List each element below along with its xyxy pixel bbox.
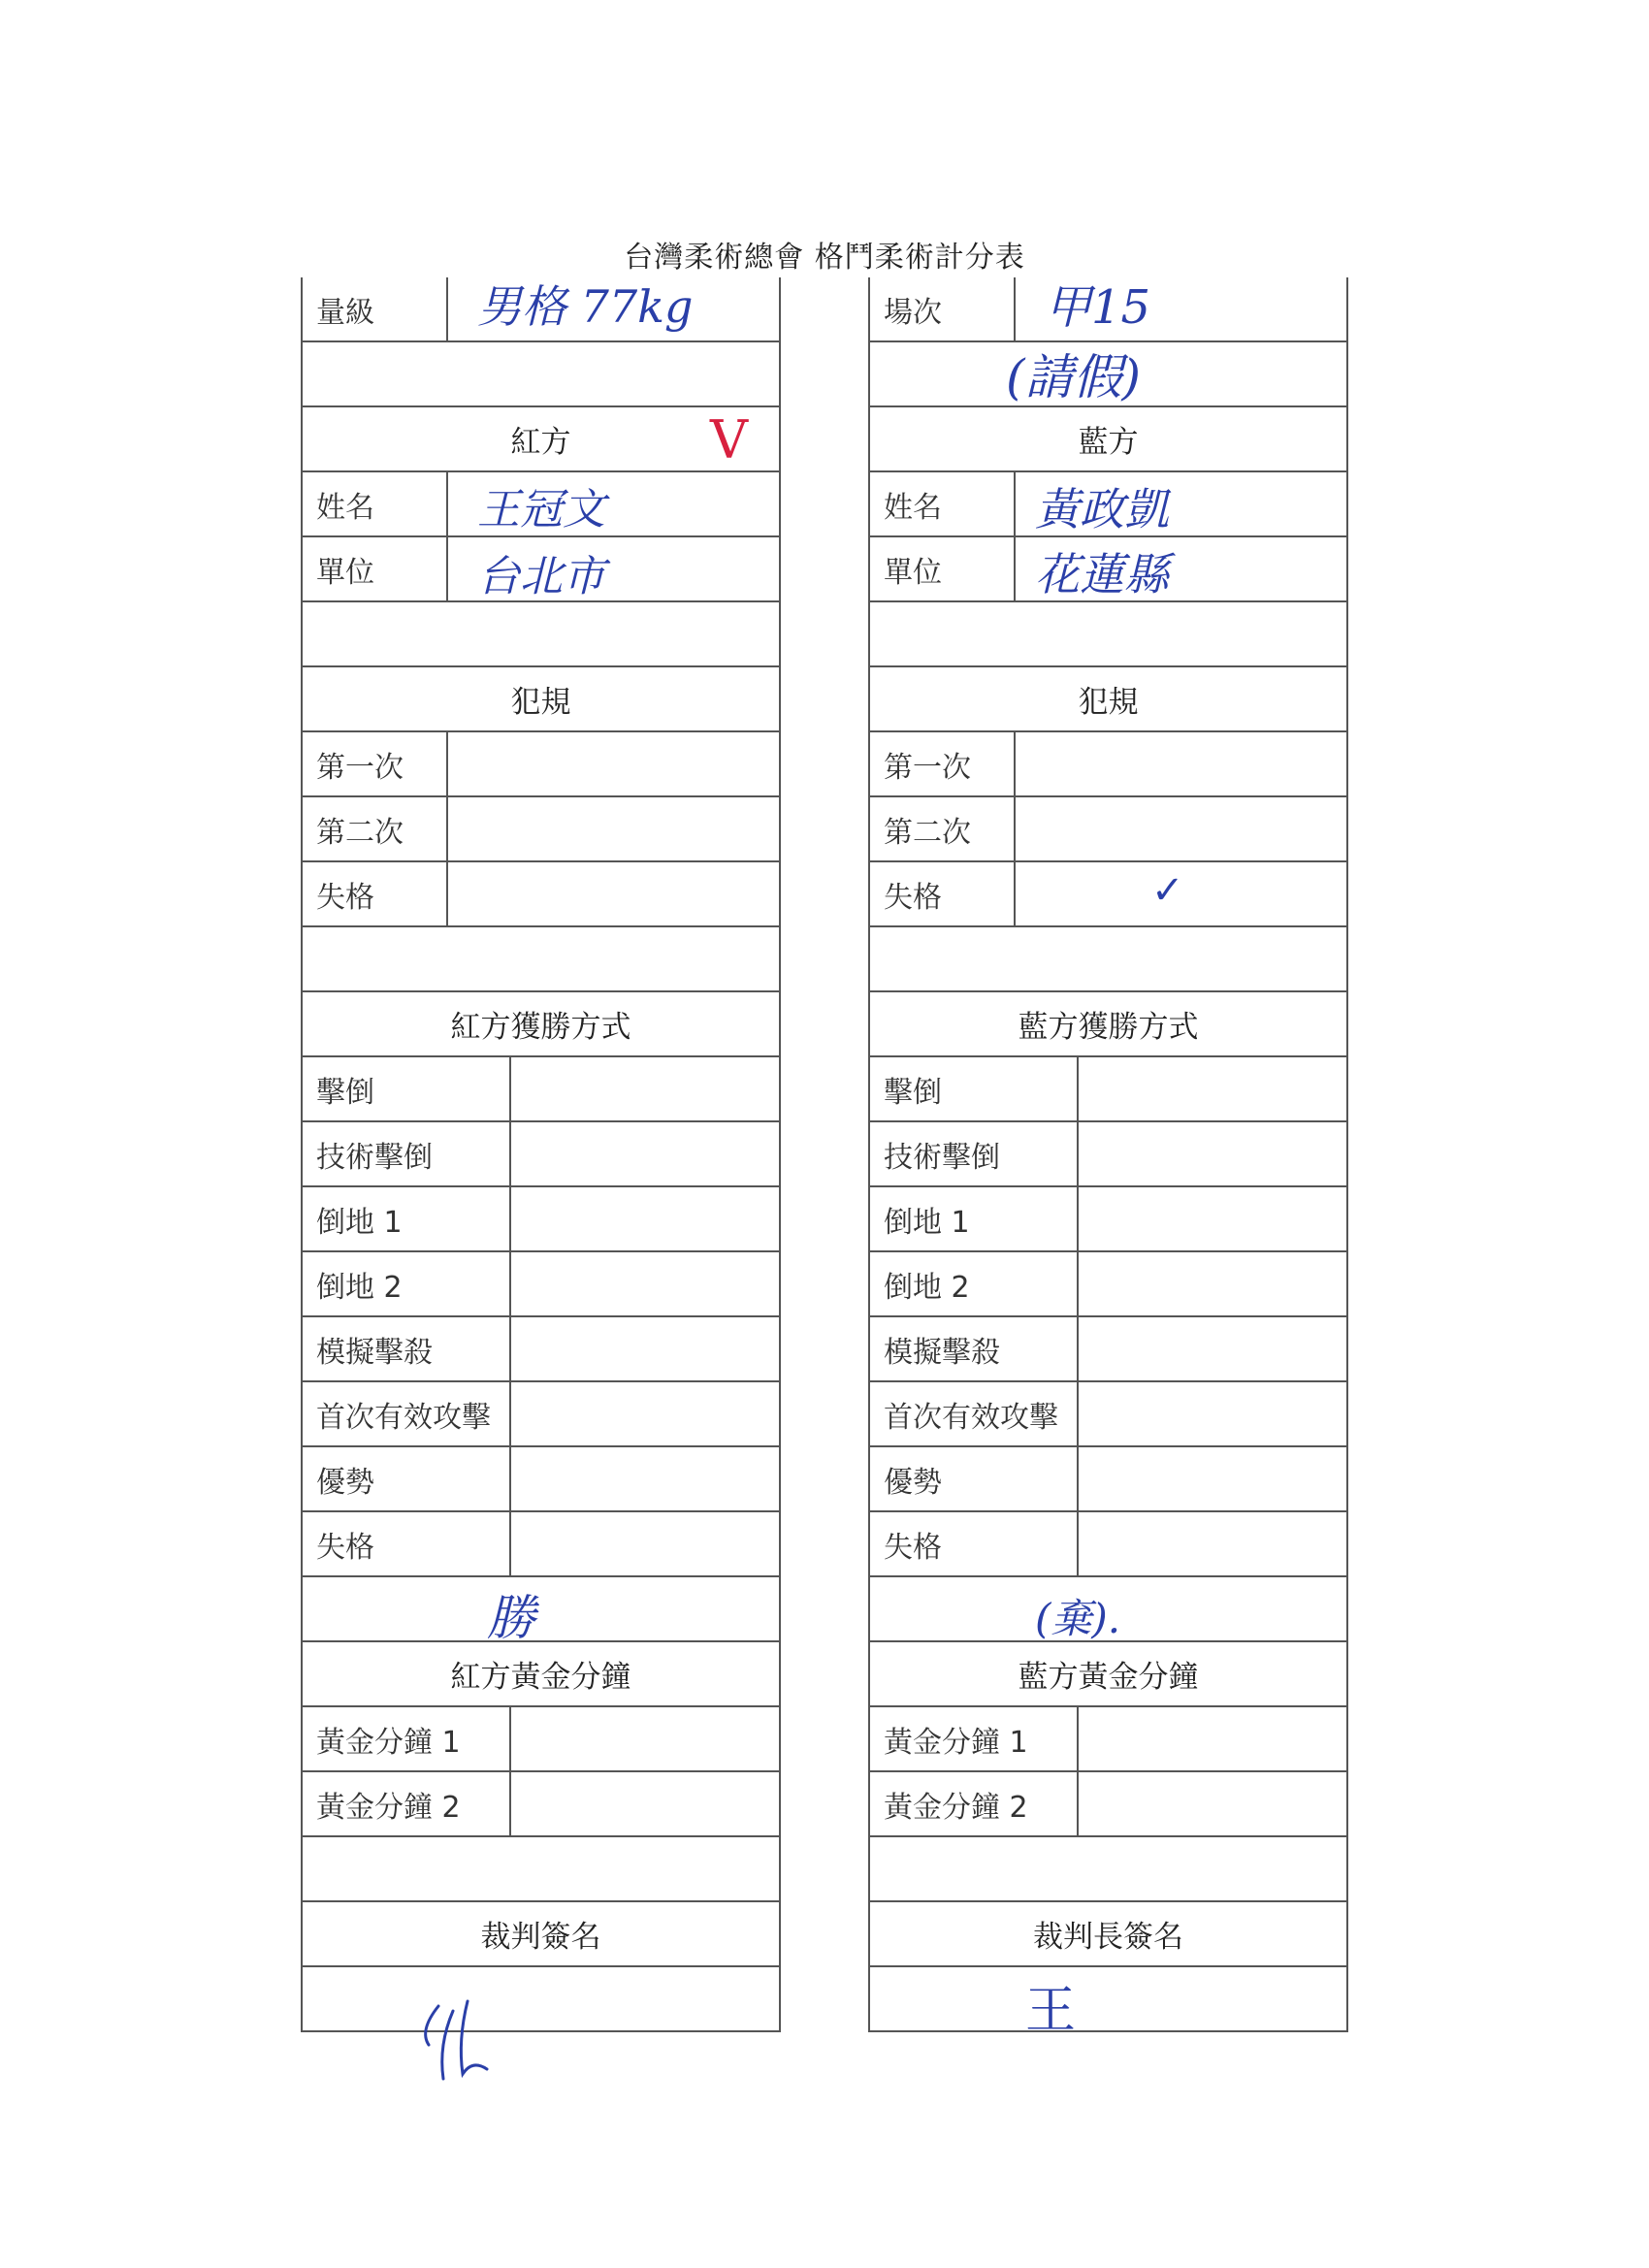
blue-unit-value: 花蓮縣 (1035, 548, 1169, 600)
red-result-note: 勝 (487, 1590, 535, 1646)
blue-golden-row (870, 1772, 1346, 1837)
blue-win-label: 擊倒 (870, 1057, 1079, 1120)
check-mark-icon: ✓ (1151, 868, 1184, 913)
blue-name-cell[interactable] (1016, 472, 1346, 535)
red-side-header (303, 407, 779, 472)
red-win-label: 倒地 1 (303, 1187, 511, 1250)
blue-unit-row (870, 537, 1346, 602)
blue-blank-row-2 (870, 602, 1346, 667)
blue-win-header: 藍方獲勝方式 (870, 992, 1346, 1057)
red-golden-label: 黃金分鐘 2 (303, 1772, 511, 1835)
blue-win-row (870, 1317, 1346, 1382)
red-win-cell[interactable] (511, 1382, 779, 1445)
red-win-label: 優勢 (303, 1447, 511, 1510)
red-unit-cell[interactable] (448, 537, 779, 600)
blue-blank-row-4 (870, 1837, 1346, 1902)
red-result-row[interactable] (303, 1577, 779, 1646)
match-value: 甲15 (1045, 280, 1151, 335)
blue-name-label: 姓名 (870, 472, 1016, 535)
blue-foul-label: 失格 (870, 862, 1016, 925)
red-signature-cell[interactable] (303, 1967, 779, 2032)
red-golden-header: 紅方黃金分鐘 (303, 1642, 779, 1707)
blue-win-cell[interactable] (1079, 1447, 1346, 1510)
blue-unit-label: 單位 (870, 537, 1016, 600)
blue-blank-row-1 (870, 342, 1346, 407)
red-blank-row-1 (303, 342, 779, 407)
red-golden-cell[interactable] (511, 1707, 779, 1770)
red-unit-row (303, 537, 779, 602)
red-win-row (303, 1317, 779, 1382)
blue-fouls-header: 犯規 (870, 667, 1346, 732)
blue-foul-row (870, 732, 1346, 797)
blue-foul-row (870, 797, 1346, 862)
red-name-cell[interactable] (448, 472, 779, 535)
blue-golden-label: 黃金分鐘 1 (870, 1707, 1079, 1770)
blue-foul-label: 第一次 (870, 732, 1016, 795)
red-golden-label: 黃金分鐘 1 (303, 1707, 511, 1770)
match-note: (請假) (1006, 349, 1142, 405)
red-foul-row (303, 797, 779, 862)
blue-signature-cell[interactable] (870, 1967, 1346, 2040)
red-foul-row (303, 732, 779, 797)
blue-foul-cell[interactable] (1016, 732, 1346, 795)
match-value-cell[interactable] (1016, 277, 1346, 340)
red-win-label: 倒地 2 (303, 1252, 511, 1315)
red-foul-label: 第一次 (303, 732, 448, 795)
blue-win-cell[interactable] (1079, 1057, 1346, 1120)
match-row (870, 277, 1346, 342)
red-blank-row-2 (303, 602, 779, 667)
red-win-cell[interactable] (511, 1447, 779, 1510)
red-win-row (303, 1057, 779, 1122)
blue-win-cell[interactable] (1079, 1317, 1346, 1380)
blue-unit-cell[interactable] (1016, 537, 1346, 600)
red-name-label: 姓名 (303, 472, 448, 535)
red-win-label: 失格 (303, 1512, 511, 1575)
red-win-header: 紅方獲勝方式 (303, 992, 779, 1057)
red-win-label: 技術擊倒 (303, 1122, 511, 1185)
red-win-cell[interactable] (511, 1122, 779, 1185)
weight-value: 男格 77kg (477, 280, 694, 333)
blue-win-cell[interactable] (1079, 1252, 1346, 1315)
red-unit-label: 單位 (303, 537, 448, 600)
red-name-row (303, 472, 779, 537)
red-foul-label: 失格 (303, 862, 448, 925)
match-label: 場次 (870, 277, 1016, 340)
blue-name-value: 黃政凱 (1035, 483, 1169, 535)
blue-foul-cell[interactable] (1016, 797, 1346, 860)
blue-win-label: 模擬擊殺 (870, 1317, 1079, 1380)
blue-win-label: 技術擊倒 (870, 1122, 1079, 1185)
red-win-cell[interactable] (511, 1317, 779, 1380)
blue-golden-label: 黃金分鐘 2 (870, 1772, 1079, 1835)
blue-golden-cell[interactable] (1079, 1707, 1346, 1770)
red-win-label: 模擬擊殺 (303, 1317, 511, 1380)
weight-row (303, 277, 779, 342)
red-foul-cell[interactable] (448, 862, 779, 925)
form-title: 台灣柔術總會 格鬥柔術計分表 (624, 241, 1025, 275)
blue-win-cell[interactable] (1079, 1382, 1346, 1445)
blue-win-cell[interactable] (1079, 1122, 1346, 1185)
red-win-label: 擊倒 (303, 1057, 511, 1120)
red-unit-value: 台北市 (477, 552, 605, 601)
referee-signature (409, 1987, 603, 2103)
red-column (301, 277, 781, 2032)
red-foul-cell[interactable] (448, 797, 779, 860)
blue-name-row (870, 472, 1346, 537)
red-win-row (303, 1447, 779, 1512)
blue-blank-row-3 (870, 927, 1346, 992)
red-name-value: 王冠文 (477, 485, 605, 535)
weight-value-cell[interactable] (448, 277, 779, 340)
blue-result-row[interactable] (870, 1577, 1346, 1642)
blue-foul-label: 第二次 (870, 797, 1016, 860)
blue-win-row (870, 1447, 1346, 1512)
red-win-cell[interactable] (511, 1187, 779, 1250)
red-win-row (303, 1187, 779, 1252)
red-golden-row (303, 1772, 779, 1837)
blue-foul-cell[interactable] (1016, 862, 1346, 925)
blue-win-row (870, 1252, 1346, 1317)
blue-win-cell[interactable] (1079, 1512, 1346, 1575)
red-signature-header: 裁判簽名 (303, 1902, 779, 1967)
blue-win-label: 優勢 (870, 1447, 1079, 1510)
blue-win-cell[interactable] (1079, 1187, 1346, 1250)
red-golden-cell[interactable] (511, 1772, 779, 1835)
red-foul-row (303, 862, 779, 927)
weight-label: 量級 (303, 277, 448, 340)
red-blank-row-4 (303, 1837, 779, 1902)
red-win-cell[interactable] (511, 1512, 779, 1575)
blue-golden-cell[interactable] (1079, 1772, 1346, 1835)
blue-win-row (870, 1382, 1346, 1447)
blue-foul-row (870, 862, 1346, 927)
blue-win-label: 失格 (870, 1512, 1079, 1575)
red-win-cell[interactable] (511, 1252, 779, 1315)
blue-golden-row (870, 1707, 1346, 1772)
blue-win-row (870, 1057, 1346, 1122)
blue-column (868, 277, 1348, 2040)
blue-win-label: 倒地 2 (870, 1252, 1079, 1315)
red-win-row (303, 1252, 779, 1317)
red-side-label: 紅方 (510, 425, 571, 460)
red-foul-label: 第二次 (303, 797, 448, 860)
blue-signature-header: 裁判長簽名 (870, 1902, 1346, 1967)
blue-side-header: 藍方 (870, 407, 1346, 472)
red-win-row (303, 1382, 779, 1447)
red-win-row (303, 1512, 779, 1577)
blue-golden-header: 藍方黃金分鐘 (870, 1642, 1346, 1707)
blue-result-note: (棄). (1035, 1595, 1121, 1642)
red-golden-row (303, 1707, 779, 1772)
blue-win-label: 倒地 1 (870, 1187, 1079, 1250)
blue-win-row (870, 1512, 1346, 1577)
blue-win-row (870, 1187, 1346, 1252)
red-foul-cell[interactable] (448, 732, 779, 795)
red-win-cell[interactable] (511, 1057, 779, 1120)
blue-win-label: 首次有效攻擊 (870, 1382, 1079, 1445)
blue-win-row (870, 1122, 1346, 1187)
red-fouls-header: 犯規 (303, 667, 779, 732)
red-win-mark: V (710, 409, 748, 470)
red-win-label: 首次有效攻擊 (303, 1382, 511, 1445)
chief-referee-signature: 王 (1025, 1982, 1077, 2040)
red-blank-row-3 (303, 927, 779, 992)
red-win-row (303, 1122, 779, 1187)
